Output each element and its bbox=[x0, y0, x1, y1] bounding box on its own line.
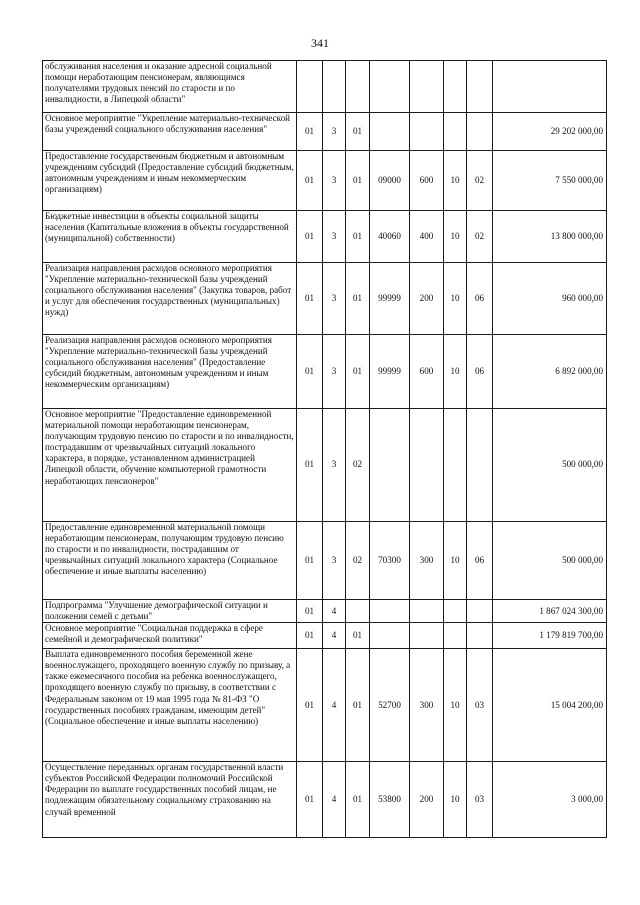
code-section-cell bbox=[444, 113, 467, 151]
code-subprogram-cell: 3 bbox=[323, 151, 346, 211]
code-event-cell bbox=[346, 600, 370, 623]
code-direction-cell bbox=[370, 623, 410, 649]
code-subsection-cell bbox=[467, 600, 493, 623]
code-section-cell bbox=[444, 409, 467, 522]
code-subprogram-cell: 3 bbox=[323, 335, 346, 409]
row-name-cell: Выплата единовременного пособия беременной жене военнослужащего, проходящего военную службу по призыву, а также ежемесячного пособия на ребенка военнослужащего, проходящего военную службу по призыву, в соответствии с Федеральным законом от 19 мая 1995 года № 81-ФЗ "О государственных пособиях гражданам, имеющим детей" (Социальное обеспечение и иные выплаты населению) bbox=[43, 649, 297, 762]
code-program-cell: 01 bbox=[297, 211, 323, 263]
code-expense-type-cell: 600 bbox=[410, 151, 444, 211]
row-name-cell: Основное мероприятие "Предоставление единовременной материальной помощи неработающим пенсионерам, получающим трудовую пенсию по старости и по инвалидности, пострадавшим от чрезвычайных ситуаций локального характера, в порядке, установленном администрацией Липецкой области, обучение компьютерной грамотности неработающих пенсионеров" bbox=[43, 409, 297, 522]
table-row bbox=[43, 409, 607, 522]
code-subprogram-cell: 4 bbox=[323, 600, 346, 623]
code-subprogram-cell: 4 bbox=[323, 623, 346, 649]
table-row bbox=[43, 762, 607, 838]
code-section-cell: 10 bbox=[444, 263, 467, 335]
row-name-cell: Основное мероприятие "Социальная поддержка в сфере семейной и демографической политики" bbox=[43, 623, 297, 649]
code-section-cell: 10 bbox=[444, 649, 467, 762]
row-name-cell: Предоставление единовременной материальной помощи неработающим пенсионерам, получающим трудовую пенсию по старости и по инвалидности, пострадавшим от чрезвычайных ситуаций локального характера (Социальное обеспечение и иные выплаты населению) bbox=[43, 522, 297, 600]
budget-table bbox=[42, 60, 607, 838]
row-name-cell: обслуживания населения и оказание адресной социальной помощи неработающим пенсионерам, являющимся получателями трудовых пенсий по старости и по инвалидности, в Липецкой области" bbox=[43, 61, 297, 113]
code-section-cell bbox=[444, 61, 467, 113]
code-program-cell: 01 bbox=[297, 522, 323, 600]
row-name-cell: Осуществление переданных органам государственной власти субъектов Российской Федерации полномочий Российской Федерации по выплате государственных пособий лицам, не подлежащим обязательному социальному страхованию на случай временной bbox=[43, 762, 297, 838]
code-subprogram-cell: 4 bbox=[323, 649, 346, 762]
code-direction-cell: 40060 bbox=[370, 211, 410, 263]
code-expense-type-cell: 200 bbox=[410, 762, 444, 838]
code-section-cell bbox=[444, 600, 467, 623]
code-subsection-cell bbox=[467, 113, 493, 151]
code-subprogram-cell: 3 bbox=[323, 113, 346, 151]
code-event-cell: 02 bbox=[346, 522, 370, 600]
code-expense-type-cell bbox=[410, 61, 444, 113]
table-row bbox=[43, 151, 607, 211]
code-subsection-cell: 06 bbox=[467, 335, 493, 409]
code-program-cell bbox=[297, 61, 323, 113]
amount-cell bbox=[493, 61, 607, 113]
row-name-cell: Реализация направления расходов основного мероприятия "Укрепление материально-технической базы учреждений социального обслуживания населения" (Закупка товаров, работ и услуг для обеспечения государственных (муниципальных) нужд) bbox=[43, 263, 297, 335]
amount-cell: 500 000,00 bbox=[493, 522, 607, 600]
code-event-cell bbox=[346, 61, 370, 113]
code-program-cell: 01 bbox=[297, 649, 323, 762]
table-row bbox=[43, 623, 607, 649]
code-event-cell: 02 bbox=[346, 409, 370, 522]
code-expense-type-cell bbox=[410, 600, 444, 623]
code-expense-type-cell bbox=[410, 623, 444, 649]
page-number: 341 bbox=[311, 36, 329, 50]
code-subprogram-cell bbox=[323, 61, 346, 113]
code-direction-cell: 99999 bbox=[370, 263, 410, 335]
code-subsection-cell: 03 bbox=[467, 762, 493, 838]
code-subprogram-cell: 3 bbox=[323, 263, 346, 335]
amount-cell: 960 000,00 bbox=[493, 263, 607, 335]
code-program-cell: 01 bbox=[297, 623, 323, 649]
code-subsection-cell bbox=[467, 409, 493, 522]
amount-cell: 1 867 024 300,00 bbox=[493, 600, 607, 623]
code-subsection-cell: 06 bbox=[467, 263, 493, 335]
code-direction-cell bbox=[370, 113, 410, 151]
code-section-cell: 10 bbox=[444, 211, 467, 263]
code-direction-cell bbox=[370, 409, 410, 522]
code-program-cell: 01 bbox=[297, 335, 323, 409]
code-program-cell: 01 bbox=[297, 600, 323, 623]
code-event-cell: 01 bbox=[346, 151, 370, 211]
amount-cell: 500 000,00 bbox=[493, 409, 607, 522]
code-direction-cell: 99999 bbox=[370, 335, 410, 409]
code-section-cell: 10 bbox=[444, 522, 467, 600]
code-expense-type-cell: 400 bbox=[410, 211, 444, 263]
amount-cell: 3 000,00 bbox=[493, 762, 607, 838]
row-name-cell: Реализация направления расходов основного мероприятия "Укрепление материально-технической базы учреждений социального обслуживания населения" (Предоставление субсидий бюджетным, автономным учреждениям и иным некоммерческим организациям) bbox=[43, 335, 297, 409]
code-program-cell: 01 bbox=[297, 151, 323, 211]
table-row bbox=[43, 211, 607, 263]
code-expense-type-cell: 300 bbox=[410, 522, 444, 600]
code-event-cell: 01 bbox=[346, 211, 370, 263]
code-program-cell: 01 bbox=[297, 263, 323, 335]
code-subsection-cell bbox=[467, 61, 493, 113]
code-program-cell: 01 bbox=[297, 762, 323, 838]
amount-cell: 6 892 000,00 bbox=[493, 335, 607, 409]
code-subsection-cell bbox=[467, 623, 493, 649]
code-expense-type-cell: 200 bbox=[410, 263, 444, 335]
code-direction-cell: 52700 bbox=[370, 649, 410, 762]
budget-table-body bbox=[43, 61, 607, 838]
code-direction-cell: 09000 bbox=[370, 151, 410, 211]
amount-cell: 29 202 000,00 bbox=[493, 113, 607, 151]
code-event-cell: 01 bbox=[346, 623, 370, 649]
code-section-cell bbox=[444, 623, 467, 649]
table-row bbox=[43, 335, 607, 409]
code-direction-cell bbox=[370, 61, 410, 113]
table-row bbox=[43, 113, 607, 151]
code-subsection-cell: 03 bbox=[467, 649, 493, 762]
code-direction-cell: 53800 bbox=[370, 762, 410, 838]
table-row bbox=[43, 600, 607, 623]
amount-cell: 7 550 000,00 bbox=[493, 151, 607, 211]
amount-cell: 13 800 000,00 bbox=[493, 211, 607, 263]
code-section-cell: 10 bbox=[444, 151, 467, 211]
amount-cell: 1 179 819 700,00 bbox=[493, 623, 607, 649]
code-subsection-cell: 02 bbox=[467, 211, 493, 263]
code-event-cell: 01 bbox=[346, 263, 370, 335]
code-subprogram-cell: 4 bbox=[323, 762, 346, 838]
code-subsection-cell: 06 bbox=[467, 522, 493, 600]
code-direction-cell bbox=[370, 600, 410, 623]
code-expense-type-cell bbox=[410, 409, 444, 522]
code-event-cell: 01 bbox=[346, 649, 370, 762]
table-row bbox=[43, 649, 607, 762]
code-event-cell: 01 bbox=[346, 762, 370, 838]
code-subsection-cell: 02 bbox=[467, 151, 493, 211]
row-name-cell: Подпрограмма "Улучшение демографической ситуации и положения семей с детьми" bbox=[43, 600, 297, 623]
code-expense-type-cell: 300 bbox=[410, 649, 444, 762]
code-section-cell: 10 bbox=[444, 762, 467, 838]
code-expense-type-cell bbox=[410, 113, 444, 151]
row-name-cell: Бюджетные инвестиции в объекты социальной защиты населения (Капитальные вложения в объекты государственной (муниципальной) собственности) bbox=[43, 211, 297, 263]
code-subprogram-cell: 3 bbox=[323, 211, 346, 263]
row-name-cell: Основное мероприятие "Укрепление материально-технической базы учреждений социального обслуживания населения" bbox=[43, 113, 297, 151]
code-direction-cell: 70300 bbox=[370, 522, 410, 600]
code-section-cell: 10 bbox=[444, 335, 467, 409]
code-event-cell: 01 bbox=[346, 335, 370, 409]
row-name-cell: Предоставление государственным бюджетным и автономным учреждениям субсидий (Предоставление субсидий бюджетным, автономным учреждениям и иным некоммерческим организациям) bbox=[43, 151, 297, 211]
table-row bbox=[43, 522, 607, 600]
table-row bbox=[43, 263, 607, 335]
table-row bbox=[43, 61, 607, 113]
code-event-cell: 01 bbox=[346, 113, 370, 151]
code-program-cell: 01 bbox=[297, 113, 323, 151]
code-program-cell: 01 bbox=[297, 409, 323, 522]
code-expense-type-cell: 600 bbox=[410, 335, 444, 409]
code-subprogram-cell: 3 bbox=[323, 522, 346, 600]
amount-cell: 15 004 200,00 bbox=[493, 649, 607, 762]
code-subprogram-cell: 3 bbox=[323, 409, 346, 522]
